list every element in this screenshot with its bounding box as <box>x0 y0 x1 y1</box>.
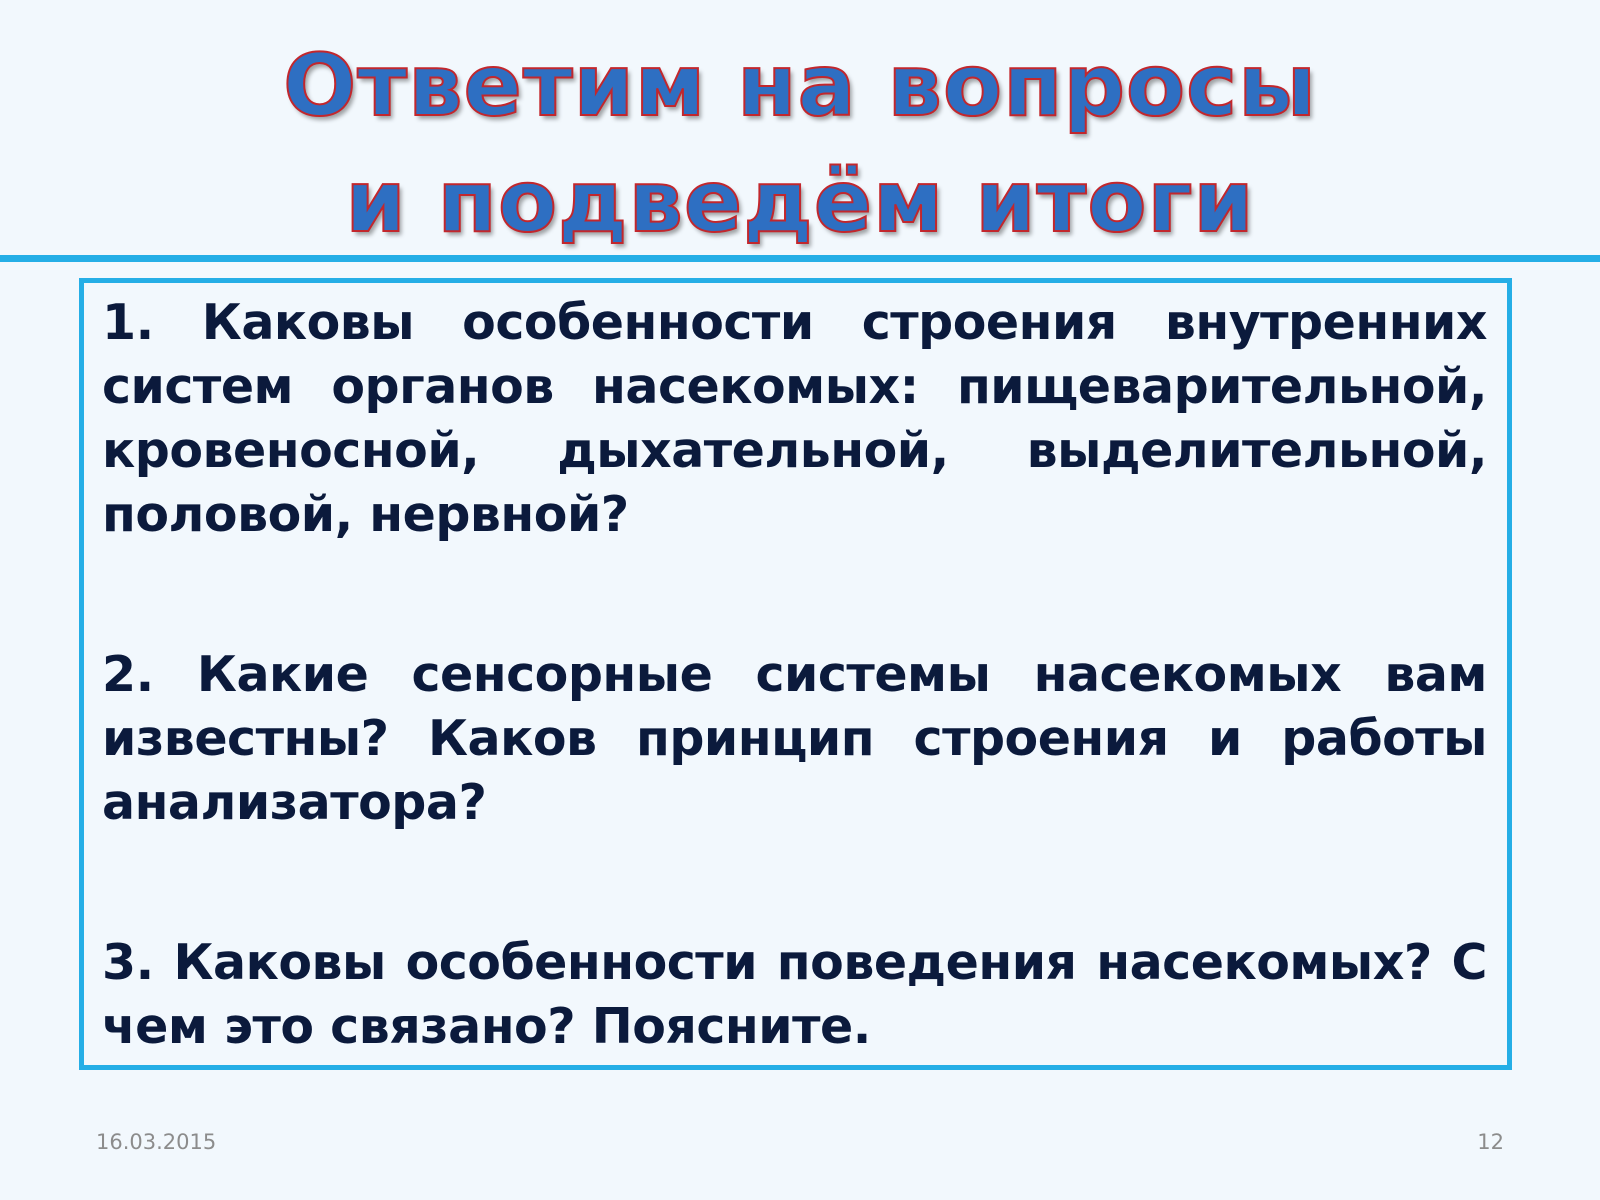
page-number: 12 <box>1477 1130 1504 1154</box>
slide-title <box>0 28 1600 260</box>
questions-box <box>79 278 1512 1070</box>
question-2: 2. Какие сенсорные системы насекомых вам известны? Каков принцип строения и работы анализатора? <box>102 646 1487 831</box>
question-1: 1. Каковы особенности строения внутренних систем органов насекомых: пищеварительной, кровеносной, дыхательной, выделительной, половой, нервной? <box>102 294 1487 543</box>
footer-date: 16.03.2015 <box>96 1130 217 1154</box>
slide-title-line-2: и подведём итоги <box>345 152 1255 252</box>
slide-title-line-1: Ответим на вопросы <box>283 36 1317 136</box>
question-3: 3. Каковы особенности поведения насекомых? С чем это связано? Поясните. <box>102 934 1487 1055</box>
title-divider <box>0 255 1600 262</box>
